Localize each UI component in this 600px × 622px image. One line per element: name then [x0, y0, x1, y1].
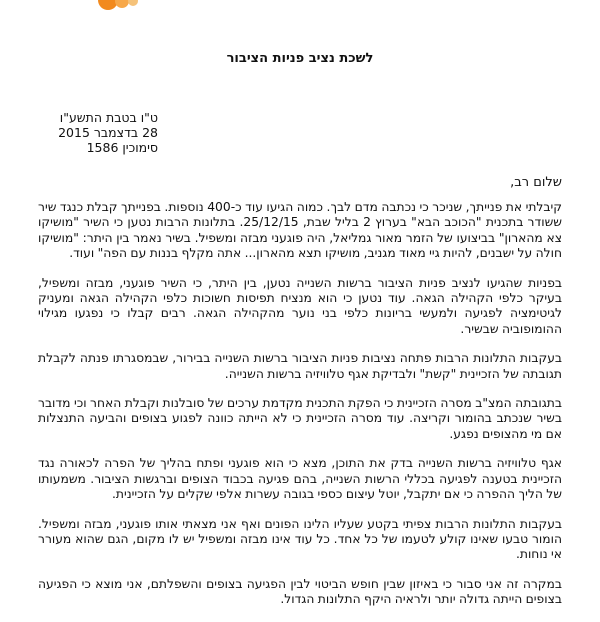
organization-logo: [88, 0, 178, 14]
logo-dot-small: [128, 0, 138, 6]
body-paragraph: בפניות שהגיעו לנציב פניות הציבור ברשות השנייה נטען, בין היתר, כי השיר פוגעני, מבזה ומשפיל, בעיקר כלפי הקהילה הגאה. עוד נטען כי הוא מנציח תפיסות חשוכות כלפי הקהילה הגאה ומעניק לגיטימציה לפגיעה ולמעשי בריונות כלפי בני נוער מהקהילה הגאה. רבים קבלו כי נפגעו מגילוי ההומופוביה שבשיר.: [38, 275, 562, 336]
salutation: שלום רב,: [510, 175, 562, 190]
body-paragraph: בעקבות התלונות הרבות פתחה נציבות פניות הציבור ברשות השנייה בבירור, שבמסגרתו פנתה לקבלת תגובתה של הזכיינית "קשת" ולבדיקת אגף טלוויזיה ברשות השנייה.: [38, 351, 562, 381]
logo-dot-medium: [115, 0, 129, 8]
body-paragraph: בתגובתה המצ"ב מסרה הזכיינית כי הפקת התכנית מקדמת ערכים של סובלנות וקבלת האחר וכי מדובר בשיר שנכתב בהומור וקריצה. עוד מסרה הזכיינית כי לא הייתה כוונה לפגוע בצופים והביעה התנצלות אם מי מהצופים נפגע.: [38, 396, 562, 441]
letter-meta: [38, 110, 158, 155]
gregorian-date: 28 בדצמבר 2015: [58, 125, 158, 140]
body-paragraph: בעקבות התלונות הרבות צפיתי בקטע שעליו הלינו הפונים ואף אני מצאתי אותו פוגעני, מבזה ומשפיל. הומור טבעו שאינו קולע לטעמו של כל אחד. כל עוד אינו מבזה ומשפיל יש לו מקום, הגם שהוא מעורר אי נוחות.: [38, 516, 562, 562]
body-paragraph: קיבלתי את פנייתך, שניכר כי נכתבה מדם לבך. כמוה הגיעו עוד כ-400 נוספות. בפנייתך קבלת כנגד שיר ששודר בתכנית "הכוכב הבא" בערוץ 2 בליל שבת, 25/12/15. בתלונות הרבות נטען כי השיר "מושיקו צא מהארון" בביצועו של הזמר מאור גמליאל, היה פוגעני מבזה ומשפיל. בשיר נאמר בין היתר: "מושיקו חולה על ישבנים, להיות גיי מאוד מגניב, מושיקו תצא מהארון... אתה מקלף בננות עם הפה" ועוד.: [38, 200, 563, 261]
hebrew-date: ט"ו בטבת התשע"ו: [59, 110, 158, 125]
letter-title: לשכת נציב פניות הציבור: [226, 51, 374, 66]
body-paragraph: אגף טלוויזיה ברשות השנייה בדק את התוכן, מצא כי הוא פוגעני ופתח בהליך של הפרה לכאורה נגד הזכיינית בטענה לפגיעה בכללי הרשות השנייה, בהם פגיעה בכבוד הצופים וברגשות הציבור. משמעותו של הליך ההפרה כי אם יתקבל, יוטל עיצום כספי בגובה עשרות אלפי שקלים על הזכיינית.: [38, 456, 562, 502]
reference-number: סימוכין 1586: [86, 140, 158, 155]
letter-body: [38, 200, 562, 622]
body-paragraph: במקרה זה אני סבור כי באיזון שבין חופש הביטוי לבין הפגיעה בצופים והשפלתם, אני מוצא כי הפגיעה בצופים הייתה גדולה יותר ולראיה היקף התלונות הגדול.: [38, 576, 562, 607]
